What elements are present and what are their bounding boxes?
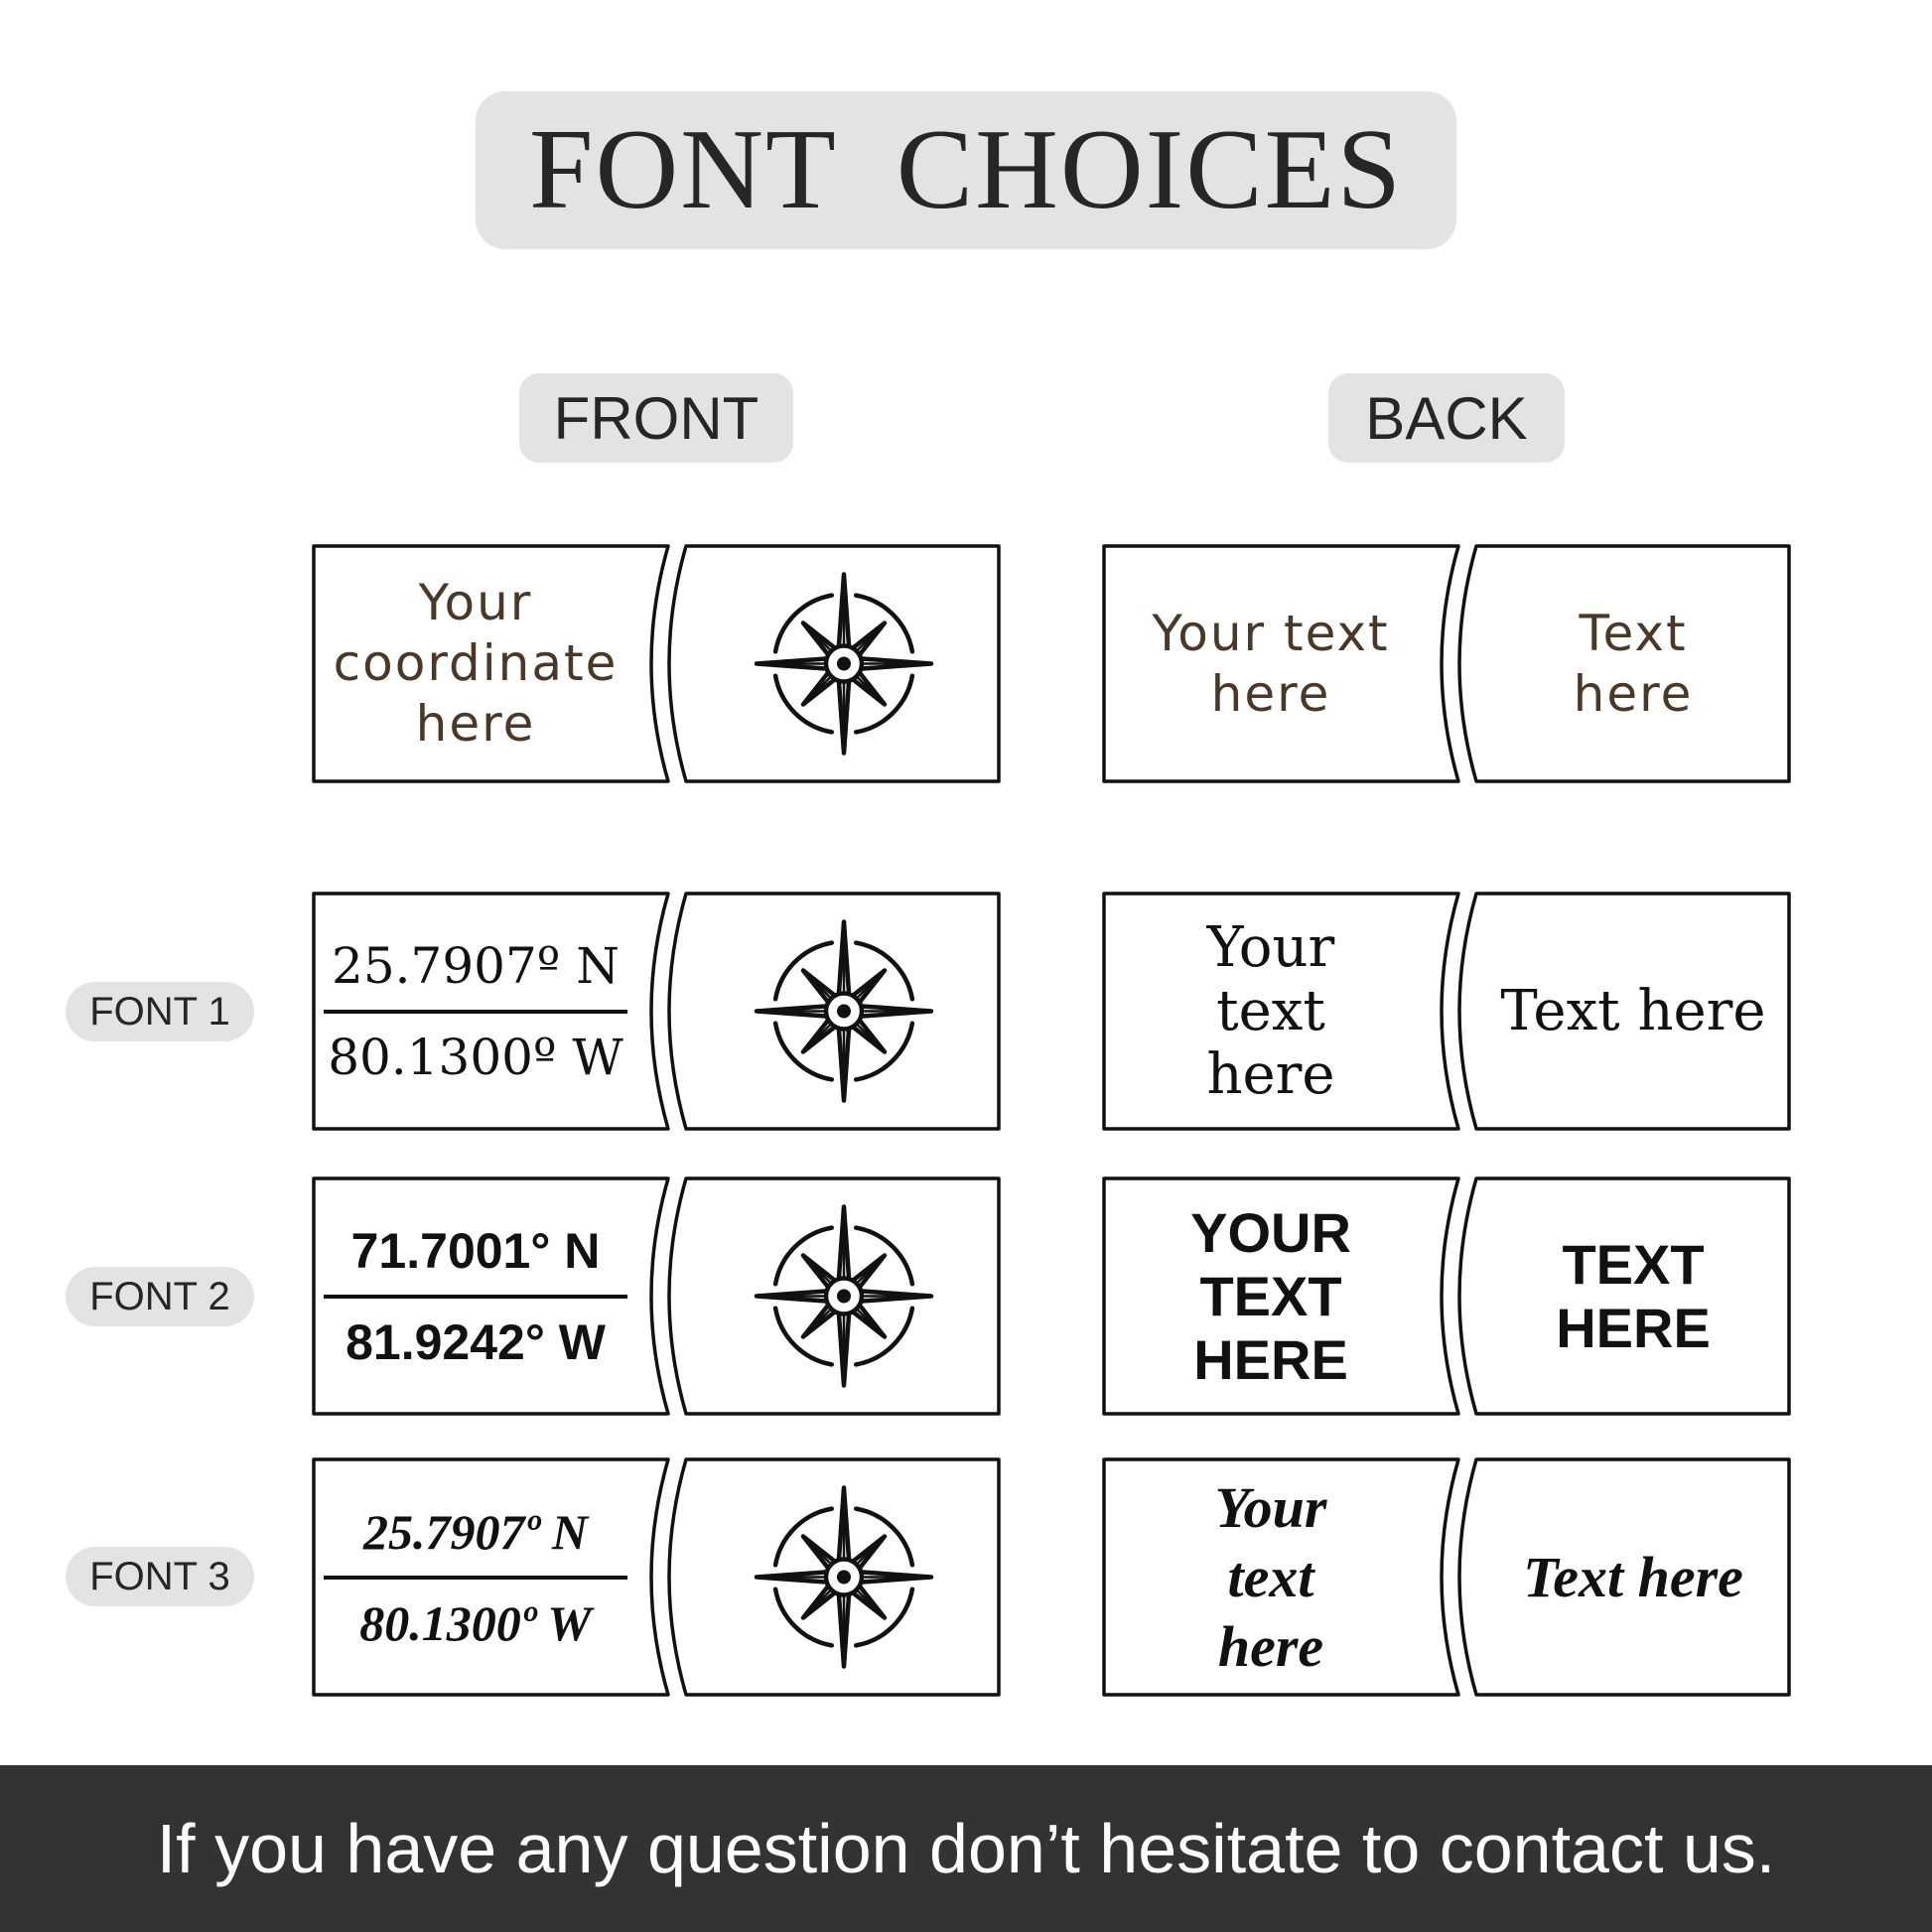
sample-front-text: Your coordinate here [333, 574, 619, 753]
font-1-back-right: Text here [1500, 978, 1766, 1043]
font-1-back-left: Your text here [1206, 914, 1335, 1107]
compass-rose-icon [757, 922, 931, 1101]
font-3-label[interactable]: FONT 3 [66, 1547, 254, 1606]
font-2-back-right: TEXT HERE [1556, 1232, 1711, 1359]
back-header: BACK [1328, 373, 1565, 463]
coordinate-divider [324, 1010, 627, 1014]
footer-banner [0, 1765, 1932, 1932]
font-1-label[interactable]: FONT 1 [66, 982, 254, 1041]
font-3-back-left: Your text here [1214, 1474, 1327, 1679]
compass-rose-icon [757, 575, 931, 754]
front-header: FRONT [519, 373, 793, 463]
page-title: FONT CHOICES [528, 106, 1404, 233]
font-2-coordinates: 71.7001° N 81.9242° W [316, 1178, 635, 1414]
contact-message: If you have any question don’t hesitate to contact us. [156, 1810, 1776, 1887]
compass-rose-icon [757, 1207, 931, 1386]
font-3-back-right: Text here [1523, 1544, 1743, 1609]
font-2-label[interactable]: FONT 2 [66, 1267, 254, 1326]
coordinate-divider [324, 1295, 627, 1299]
sample-back-left-text: Your text here [1152, 604, 1390, 723]
font-2-back-left: YOUR TEXT HERE [1190, 1200, 1351, 1391]
coordinate-divider [324, 1576, 627, 1580]
compass-rose-icon [757, 1488, 931, 1667]
font-3-coordinates: 25.7907º N 80.1300º W [316, 1459, 635, 1695]
font-1-coordinates: 25.7907º N 80.1300º W [316, 894, 635, 1129]
sample-back-right-text: Text here [1573, 604, 1694, 723]
